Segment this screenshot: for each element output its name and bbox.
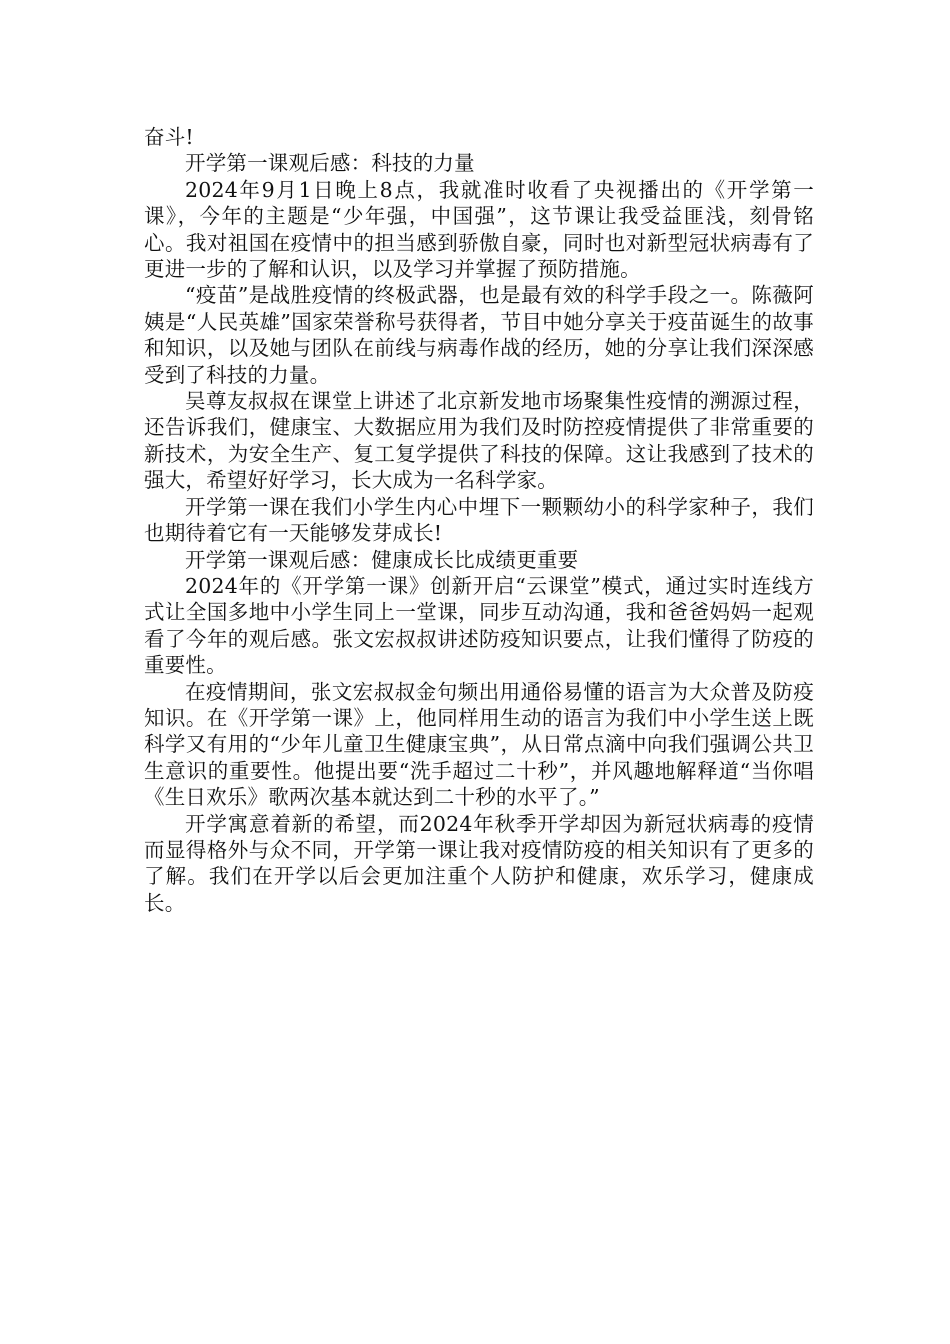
paragraph: 在疫情期间，张文宏叔叔金句频出用通俗易懂的语言为大众普及防疫知识。在《开学第一课》上，他同样用生动的语言为我们中小学生送上既科学又有用的“少年儿童卫生健康宝典”，从日常点滴中向我们强调公共卫生意识的重要性。他提出要“洗手超过二十秒”，并风趣地解释道“当你唱《生日欢乐》歌两次基本就达到二十秒的水平了。” [144,679,814,810]
paragraph: 开学寓意着新的希望，而2024年秋季开学却因为新冠状病毒的疫情而显得格外与众不同，开学第一课让我对疫情防疫的相关知识有了更多的了解。我们在开学以后会更加注重个人防护和健康，欢乐学习，健康成长。 [144,811,814,915]
paragraph: 吴尊友叔叔在课堂上讲述了北京新发地市场聚集性疫情的溯源过程，还告诉我们，健康宝、大数据应用为我们及时防控疫情提供了非常重要的新技术，为安全生产、复工复学提供了科技的保障。这让我感到了技术的强大，希望好好学习，长大成为一名科学家。 [144,389,814,493]
paragraph: 2024年9月1日晚上8点，我就准时收看了央视播出的《开学第一课》，今年的主题是“少年强，中国强”，这节课让我受益匪浅，刻骨铭心。我对祖国在疫情中的担当感到骄傲自豪，同时也对新型冠状病毒有了更进一步的了解和认识，以及学习并掌握了预防措施。 [144,177,814,282]
paragraph: 奋斗! [144,125,194,149]
paragraph: “疫苗”是战胜疫情的终极武器，也是最有效的科学手段之一。陈薇阿姨是“人民英雄”国家荣誉称号获得者，节目中她分享关于疫苗诞生的故事和知识，以及她与团队在前线与病毒作战的经历，她的分享让我们深深感受到了科技的力量。 [144,283,814,387]
section-heading: 开学第一课观后感：科技的力量 [185,151,475,176]
document-body [144,124,814,916]
paragraph: 2024年的《开学第一课》创新开启“云课堂”模式，通过实时连线方式让全国多地中小学生同上一堂课，同步互动沟通，我和爸爸妈妈一起观看了今年的观后感。张文宏叔叔讲述防疫知识要点，让我们懂得了防疫的重要性。 [144,573,814,678]
section-heading: 开学第一课观后感：健康成长比成绩更重要 [185,547,579,572]
paragraph: 开学第一课在我们小学生内心中埋下一颗颗幼小的科学家种子，我们也期待着它有一天能够发芽成长! [144,494,814,546]
